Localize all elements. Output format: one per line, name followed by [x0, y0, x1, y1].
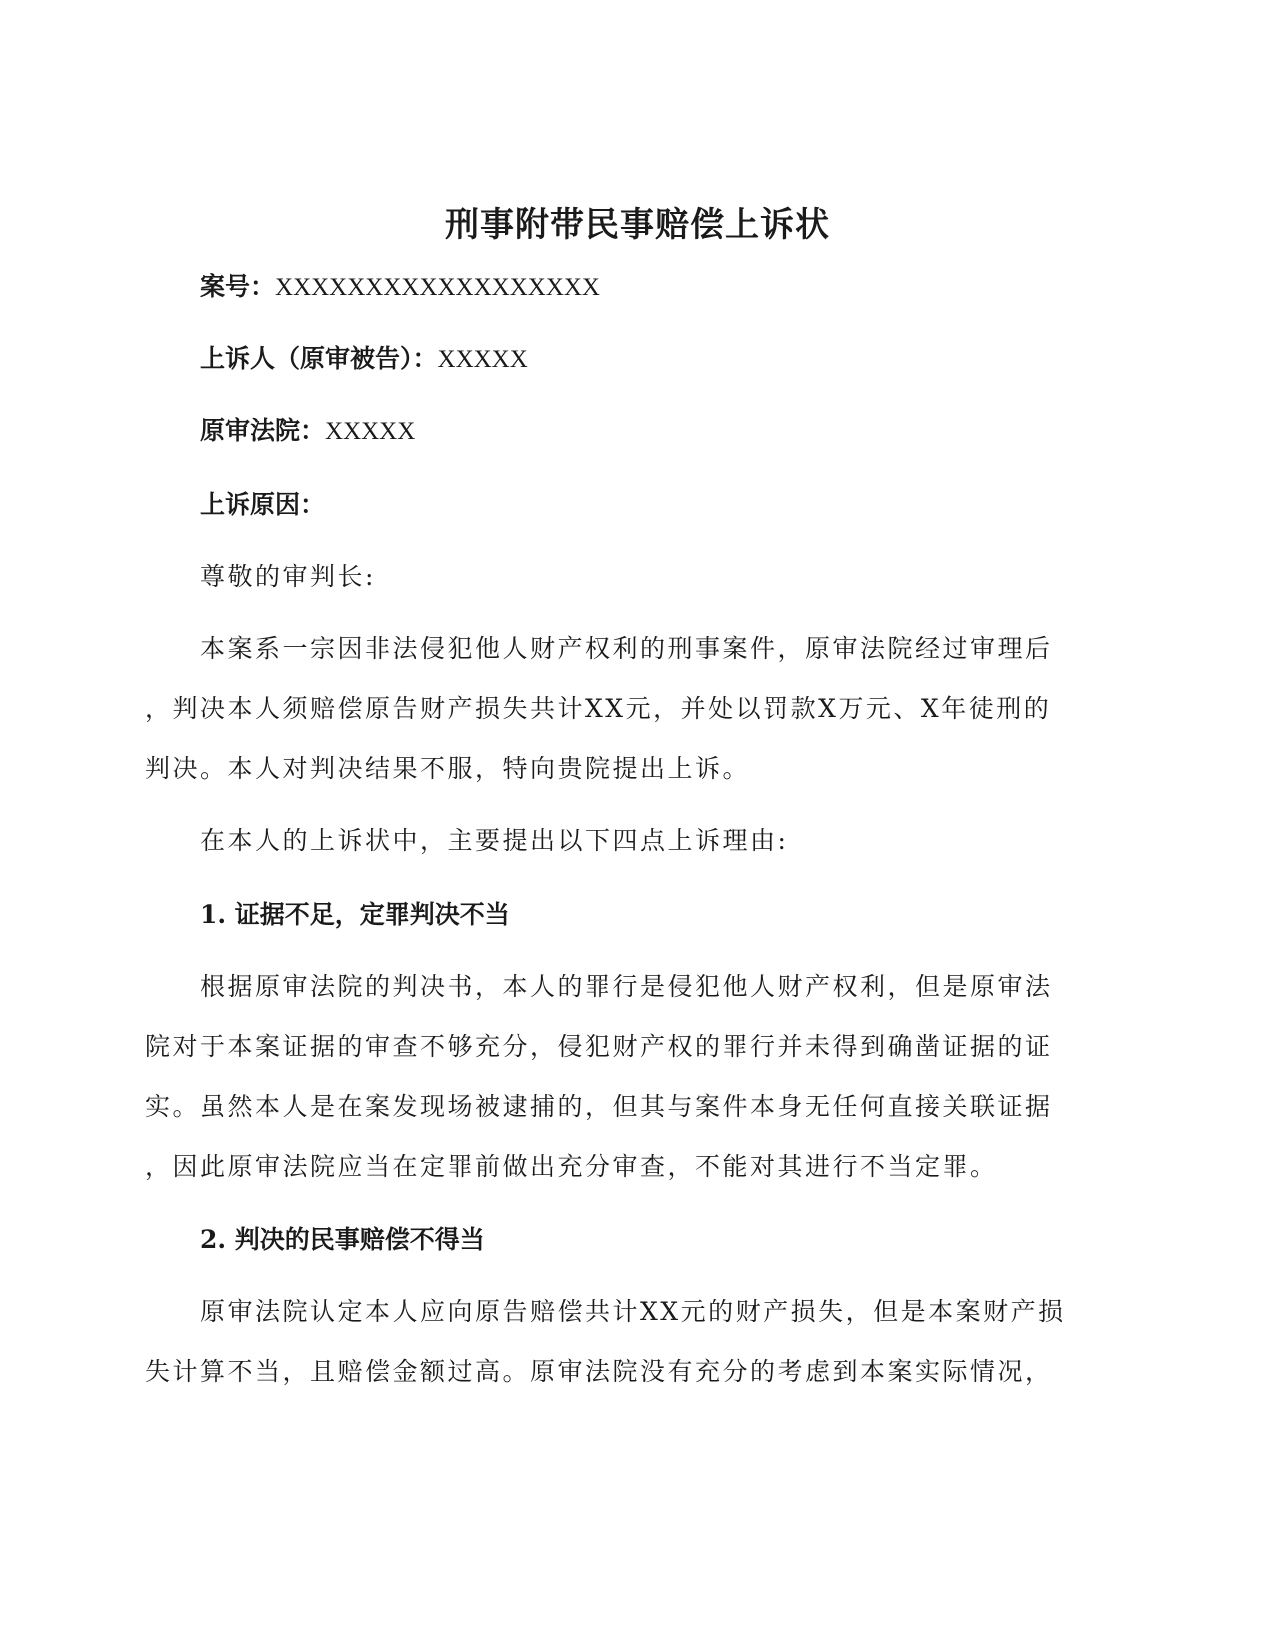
- original-court-label: 原审法院：: [200, 416, 326, 445]
- paragraph-3-line-2: 院对于本案证据的审查不够充分，侵犯财产权的罪行并未得到确凿证据的证: [145, 1032, 1053, 1061]
- case-number-value: XXXXXXXXXXXXXXXXXX: [275, 274, 600, 301]
- appeal-reason-label: 上诉原因：: [200, 490, 326, 519]
- section-heading-1: 1. 证据不足，定罪判决不当: [200, 900, 510, 929]
- paragraph-4-line-2: 失计算不当，且赔偿金额过高。原审法院没有充分的考虑到本案实际情况，: [145, 1357, 1053, 1386]
- case-number-field: [200, 272, 600, 303]
- paragraph-3-line-4: ，因此原审法院应当在定罪前做出充分审查，不能对其进行不当定罪。: [145, 1152, 998, 1181]
- paragraph-4-line-1: 原审法院认定本人应向原告赔偿共计XX元的财产损失，但是本案财产损: [200, 1297, 1066, 1326]
- case-number-label: 案号：: [200, 272, 276, 301]
- document-title: 刑事附带民事赔偿上诉状: [445, 205, 830, 245]
- original-court-value: XXXXX: [325, 418, 416, 445]
- appellant-field: [200, 344, 528, 375]
- paragraph-1-line-1: 本案系一宗因非法侵犯他人财产权利的刑事案件，原审法院经过审理后: [200, 634, 1053, 663]
- greeting: 尊敬的审判长:: [200, 562, 376, 591]
- original-court-field: [200, 416, 415, 447]
- paragraph-3-line-1: 根据原审法院的判决书，本人的罪行是侵犯他人财产权利，但是原审法: [200, 972, 1053, 1001]
- paragraph-1-line-3: 判决。本人对判决结果不服，特向贵院提出上诉。: [145, 754, 751, 783]
- paragraph-3-line-3: 实。虽然本人是在案发现场被逮捕的，但其与案件本身无任何直接关联证据: [145, 1092, 1053, 1121]
- paragraph-2: 在本人的上诉状中，主要提出以下四点上诉理由:: [200, 826, 789, 855]
- section-heading-2: 2. 判决的民事赔偿不得当: [200, 1225, 485, 1254]
- appellant-label: 上诉人（原审被告）：: [200, 344, 438, 373]
- paragraph-1-line-2: ，判决本人须赔偿原告财产损失共计XX元，并处以罚款X万元、X年徒刑的: [145, 694, 1052, 723]
- appellant-value: XXXXX: [437, 346, 528, 373]
